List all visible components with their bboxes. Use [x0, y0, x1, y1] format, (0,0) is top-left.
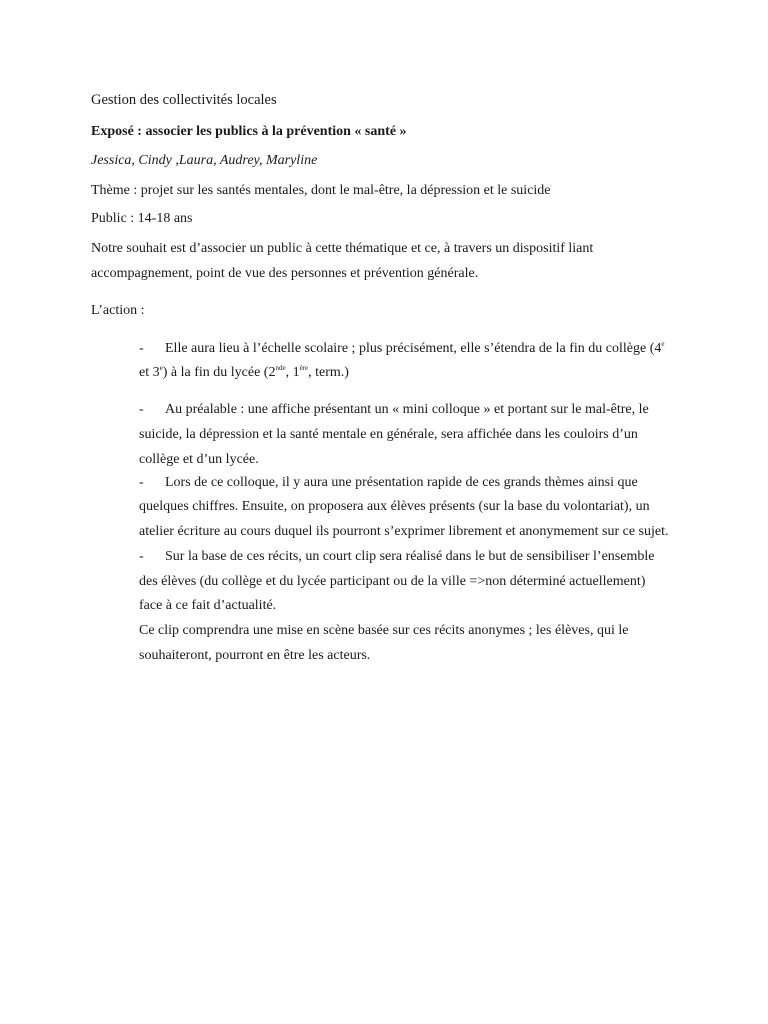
bullet-3-line-2: quelques chiffres. Ensuite, on proposera aux élèves présents (sur la base du volontariat), un [139, 499, 650, 514]
bullet-1-line-2 [139, 365, 349, 381]
bullet-1-text: ) à la fin du lycée (2 [162, 365, 276, 380]
bullet-marker: - [139, 549, 144, 564]
bullet-2-text: Au préalable : une affiche présentant un « mini colloque » et portant sur le mal-être, le [165, 402, 649, 417]
closing-line-2: souhaiteront, pourront en être les acteurs. [139, 648, 371, 663]
bullet-3-line-1 [139, 475, 638, 491]
closing-line-1: Ce clip comprendra une mise en scène basée sur ces récits anonymes ; les élèves, qui le [139, 623, 629, 638]
expose-title: Exposé : associer les publics à la prévention « santé » [91, 124, 407, 139]
bullet-marker: - [139, 475, 144, 490]
bullet-4-line-2: des élèves (du collège et du lycée participant ou de la ville =>non déterminé actuellement) [139, 574, 646, 589]
bullet-marker: - [139, 402, 144, 417]
intro-line-1: Notre souhait est d’associer un public à cette thématique et ce, à travers un dispositif liant [91, 241, 594, 256]
theme-line: Thème : projet sur les santés mentales, dont le mal-être, la dépression et le suicide [91, 183, 551, 198]
intro-line-2: accompagnement, point de vue des personnes et prévention générale. [91, 266, 479, 281]
superscript: e [661, 340, 665, 348]
bullet-2-line-3: collège et d’un lycée. [139, 452, 259, 467]
bullet-4-line-3: face à ce fait d’actualité. [139, 598, 277, 613]
bullet-3-text: Lors de ce colloque, il y aura une présentation rapide de ces grands thèmes ainsi que [165, 475, 638, 490]
bullet-1-text: , term.) [308, 365, 349, 380]
bullet-1-text: , 1 [285, 365, 300, 380]
superscript: ère [299, 364, 309, 372]
superscript: e [159, 364, 163, 372]
bullet-1-text: Elle aura lieu à l’échelle scolaire ; plus précisément, elle s’étendra de la fin du collège (4 [165, 341, 662, 356]
bullet-4-line-1 [139, 549, 654, 565]
action-label: L’action : [91, 303, 145, 318]
bullet-3-line-3: atelier écriture au cours duquel ils pourront s’exprimer librement et anonymement sur ce sujet. [139, 524, 669, 539]
public-line: Public : 14-18 ans [91, 211, 193, 226]
document-heading: Gestion des collectivités locales [91, 92, 277, 108]
bullet-2-line-1 [139, 402, 649, 418]
bullet-marker: - [139, 341, 144, 356]
bullet-4-text: Sur la base de ces récits, un court clip sera réalisé dans le but de sensibiliser l’ensemble [165, 549, 655, 564]
bullet-1-text: et 3 [139, 365, 160, 380]
superscript: nde [275, 364, 286, 372]
authors-line: Jessica, Cindy ,Laura, Audrey, Maryline [91, 153, 318, 168]
bullet-1-line-1 [139, 341, 665, 357]
bullet-2-line-2: suicide, la dépression et la santé mentale en générale, sera affichée dans les couloirs d’un [139, 427, 638, 442]
